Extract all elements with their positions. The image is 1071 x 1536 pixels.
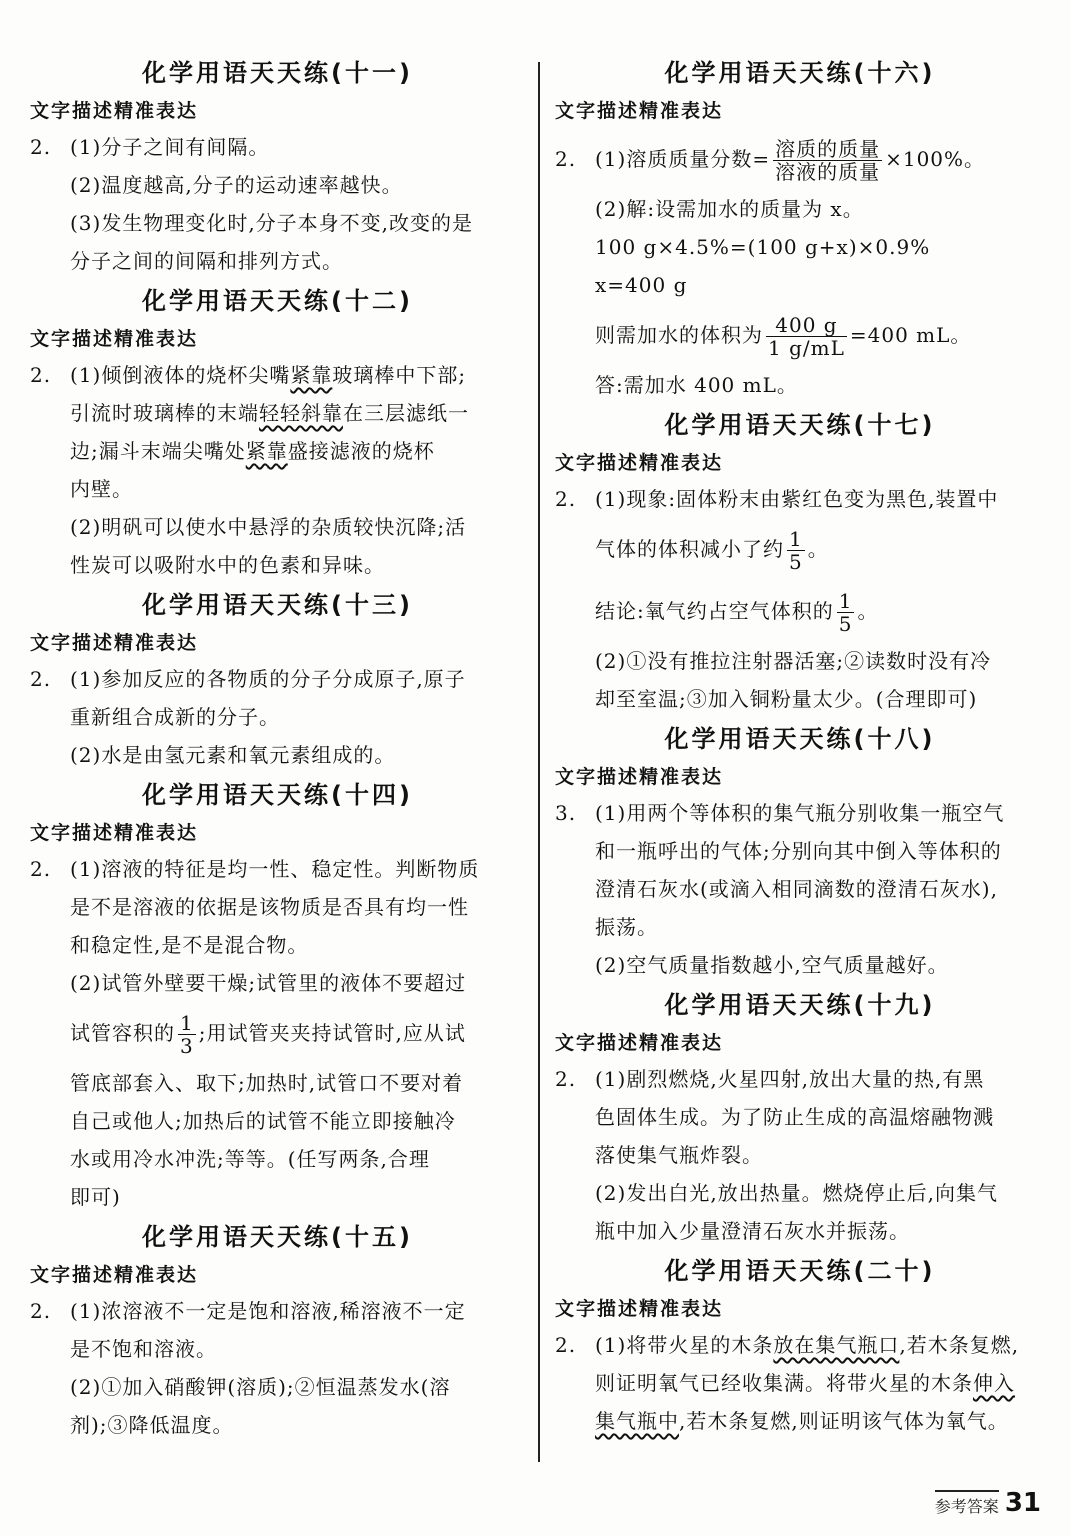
answer-line: 2. (1)参加反应的各物质的分子分成原子,原子 [30,660,525,698]
right-column [555,52,1045,1440]
section-subtitle: 文字描述精准表达 [555,1298,724,1320]
answer-line: (2)温度越高,分子的运动速率越快。 [70,173,403,197]
emphasis-text: 紧靠 [245,439,288,463]
section-subtitle: 文字描述精准表达 [30,822,199,844]
emphasis-text: 放在集气瓶口 [773,1333,900,1357]
answer-line: 内壁。 [70,477,133,501]
answer-line: (2)发出白光,放出热量。燃烧停止后,向集气 [595,1181,999,1205]
answer-line: 落使集气瓶炸裂。 [595,1143,763,1167]
answer-line: 即可) [70,1185,121,1209]
section-title: 化学用语天天练(十六) [664,59,936,87]
answer-line: 2. (1)剧烈燃烧,火星四射,放出大量的热,有黑 [555,1060,1045,1098]
answer-line: 则需加水的体积为 $\frac{400 g}{1 g/mL}$ =400 mL。 [595,313,972,360]
fraction: $\frac{1}{5}$ [838,589,853,636]
column-divider [538,62,540,1462]
answer-line: 2. (1)将带火星的木条放在集气瓶口,若木条复燃, [555,1326,1045,1364]
answer-line: 气体的体积减小了约 $\frac{1}{5}$ 。 [595,527,829,574]
answer-line: 边;漏斗末端尖嘴处紧靠盛接滤液的烧杯 [70,439,435,463]
emphasis-text: 伸入 [973,1371,1015,1395]
left-column [30,52,525,1444]
question-number: 2. [30,363,52,387]
question-number: 2. [555,1067,577,1091]
fraction: $\frac{1}{3}$ [180,1011,194,1058]
section-subtitle: 文字描述精准表达 [30,632,199,654]
answer-line: 瓶中加入少量澄清石灰水并振荡。 [595,1219,910,1243]
answer-line: 色固体生成。为了防止生成的高温熔融物溅 [595,1105,994,1129]
fraction: $\frac{1}{5}$ [789,527,803,574]
answer-line: 3. (1)用两个等体积的集气瓶分别收集一瓶空气 [555,794,1045,832]
answer-line: 则证明氧气已经收集满。将带火星的木条伸入 [595,1371,1015,1395]
answer-line: 是不饱和溶液。 [70,1337,217,1361]
answer-line: x=400 g [595,273,688,297]
emphasis-text: 集气瓶中 [595,1409,679,1433]
answer-line: (2)明矾可以使水中悬浮的杂质较快沉降;活 [70,515,467,539]
answer-line: 引流时玻璃棒的末端轻轻斜靠在三层滤纸一 [70,401,469,425]
emphasis-text: 紧靠 [290,363,333,387]
answer-line: 2. (1)溶质质量分数= $\frac{\text{溶质的质量}}{\text{溶液的质量}}$ ×100%。 [555,128,1045,190]
answer-line: (2)解:设需加水的质量为 x。 [595,197,864,221]
answer-line: (2)空气质量指数越小,空气质量越好。 [595,953,949,977]
answer-line: 集气瓶中,若木条复燃,则证明该气体为氧气。 [595,1409,1009,1433]
answer-line: 2. (1)浓溶液不一定是饱和溶液,稀溶液不一定 [30,1292,525,1330]
answer-line: 2. (1)溶液的特征是均一性、稳定性。判断物质 [30,850,525,888]
section-subtitle: 文字描述精准表达 [555,100,724,122]
section-title: 化学用语天天练(十三) [142,591,413,619]
question-number: 2. [30,857,52,881]
section-title: 化学用语天天练(二十) [664,1257,936,1285]
answer-line: 管底部套入、取下;加热时,试管口不要对着 [70,1071,464,1095]
answer-line: 重新组合成新的分子。 [70,705,280,729]
answer-line: 却至室温;③加入铜粉量太少。(合理即可) [595,687,978,711]
page-number: 31 [1004,1488,1041,1518]
answer-line: 剂);③降低温度。 [70,1413,234,1437]
section-subtitle: 文字描述精准表达 [30,100,199,122]
emphasis-text: 轻轻斜靠 [259,401,343,425]
answer-line: 分子之间的间隔和排列方式。 [70,249,343,273]
answer-line: 振荡。 [595,915,658,939]
answer-line: 水或用冷水冲洗;等等。(任写两条,合理 [70,1147,430,1171]
section-subtitle: 文字描述精准表达 [555,1032,724,1054]
footer-label: 参考答案 [935,1490,999,1517]
answer-line: (2)①没有推拉注射器活塞;②读数时没有冷 [595,649,992,673]
section-title: 化学用语天天练(十五) [142,1223,413,1251]
section-title: 化学用语天天练(十一) [142,59,413,87]
question-number: 3. [555,801,577,825]
section-title: 化学用语天天练(十九) [664,991,936,1019]
answer-line: 2. (1)现象:固体粉末由紫红色变为黑色,装置中 [555,480,1045,518]
answer-line: 和稳定性,是不是混合物。 [70,933,309,957]
answer-line: 试管容积的 $\frac{1}{3}$ ;用试管夹夹持试管时,应从试 [70,1011,466,1058]
answer-line: 是不是溶液的依据是该物质是否具有均一性 [70,895,469,919]
answer-line: 澄清石灰水(或滴入相同滴数的澄清石灰水), [595,877,998,901]
section-title: 化学用语天天练(十二) [142,287,413,315]
section-subtitle: 文字描述精准表达 [555,452,724,474]
answer-line: 自己或他人;加热后的试管不能立即接触冷 [70,1109,456,1133]
answer-line: (2)水是由氢元素和氧元素组成的。 [70,743,396,767]
section-subtitle: 文字描述精准表达 [30,328,199,350]
answer-line: (2)试管外壁要干燥;试管里的液体不要超过 [70,971,467,995]
fraction: $\frac{400 g}{1 g/mL}$ [768,313,845,360]
section-title: 化学用语天天练(十四) [142,781,413,809]
question-number: 2. [555,487,577,511]
section-title: 化学用语天天练(十八) [664,725,936,753]
answer-line: 2. (1)分子之间有间隔。 [30,128,525,166]
answer-line: 答:需加水 400 mL。 [595,373,798,397]
question-number: 2. [30,667,52,691]
fraction: $\frac{\text{溶质的质量}}{\text{溶液的质量}}$ [775,137,881,184]
answer-line: 和一瓶呼出的气体;分别向其中倒入等体积的 [595,839,1002,863]
question-number: 2. [555,1333,577,1357]
question-number: 2. [30,135,52,159]
question-number: 2. [30,1299,52,1323]
question-number: 2. [555,147,577,171]
page-footer [935,1488,1041,1518]
section-subtitle: 文字描述精准表达 [30,1264,199,1286]
answer-line: 性炭可以吸附水中的色素和异味。 [70,553,385,577]
answer-line: 100 g×4.5%=(100 g+x)×0.9% [595,235,931,259]
answer-line: 2. (1)倾倒液体的烧杯尖嘴紧靠玻璃棒中下部; [30,356,525,394]
answer-line: (2)①加入硝酸钾(溶质);②恒温蒸发水(溶 [70,1375,451,1399]
section-title: 化学用语天天练(十七) [664,411,936,439]
answer-line: 结论:氧气约占空气体积的 $\frac{1}{5}$ 。 [595,589,879,636]
answer-line: (3)发生物理变化时,分子本身不变,改变的是 [70,211,474,235]
section-subtitle: 文字描述精准表达 [555,766,724,788]
